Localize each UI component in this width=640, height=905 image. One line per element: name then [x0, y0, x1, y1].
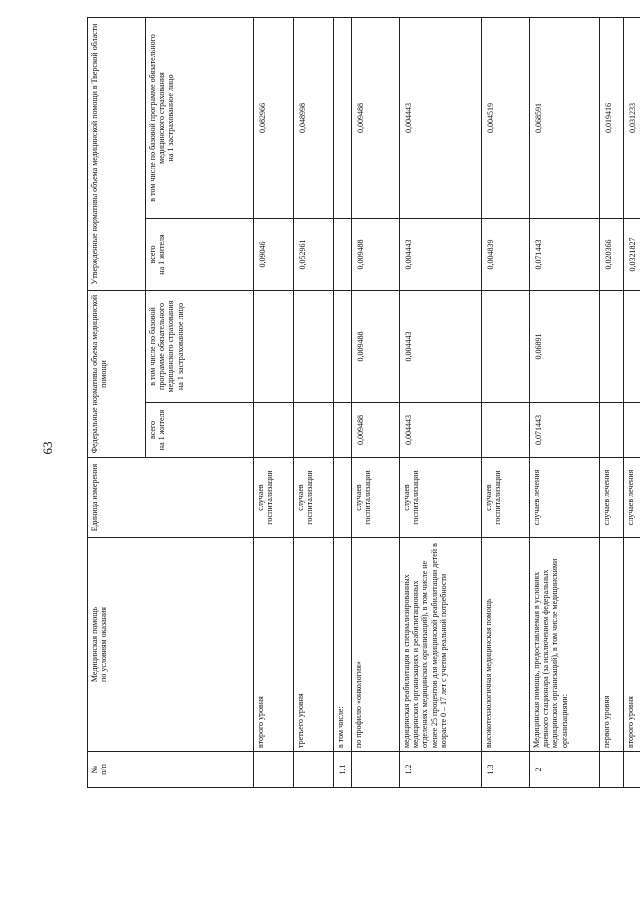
regional-per-resident: 0,09046 [254, 219, 294, 291]
table-row [624, 17, 640, 787]
header-federal: Федеральные нормативы объема медицинской помощи [88, 291, 146, 458]
regional-per-insured [334, 17, 352, 218]
regional-per-insured: 0,031233 [624, 17, 640, 218]
federal-per-insured [254, 291, 294, 403]
row-name: высокотехнологичная медицинская помощь [482, 538, 530, 752]
regional-per-resident: 0,0321827 [624, 219, 640, 291]
header-regional: Утвержденные нормативы объема медицинской помощи в Тверской области [88, 17, 146, 290]
row-name: третьего уровня [294, 538, 334, 752]
row-num: 1.1 [334, 752, 352, 788]
header-federal-per-resident: всего на 1 жителя [146, 403, 254, 458]
federal-per-resident [482, 403, 530, 458]
table-row [600, 17, 624, 787]
regional-per-insured: 0,082966 [254, 17, 294, 218]
table-row [530, 17, 600, 787]
row-unit: случаев лечения [600, 458, 624, 538]
row-num [600, 752, 624, 788]
federal-per-insured [294, 291, 334, 403]
row-num: 1.2 [400, 752, 482, 788]
row-num [624, 752, 640, 788]
table-row [482, 17, 530, 787]
federal-per-insured [334, 291, 352, 403]
header-regional-per-resident: всего на 1 жителя [146, 219, 254, 291]
regional-per-insured: 0,009488 [352, 17, 400, 218]
row-unit [334, 458, 352, 538]
federal-per-resident: 0,009488 [352, 403, 400, 458]
federal-per-insured: 0,009488 [352, 291, 400, 403]
federal-per-insured [600, 291, 624, 403]
norms-table [87, 17, 640, 788]
regional-per-insured: 0,068591 [530, 17, 600, 218]
federal-per-insured [482, 291, 530, 403]
row-unit: случаев лечения [624, 458, 640, 538]
row-unit: случаев госпитализации [482, 458, 530, 538]
table-row [400, 17, 482, 787]
header-unit: Единица измерения [88, 458, 254, 538]
federal-per-insured [624, 291, 640, 403]
row-unit: случаев госпитализации [352, 458, 400, 538]
row-num: 1.3 [482, 752, 530, 788]
table-row [294, 17, 334, 787]
federal-per-resident [294, 403, 334, 458]
federal-per-resident [600, 403, 624, 458]
regional-per-insured: 0,048998 [294, 17, 334, 218]
row-name: второго уровня [254, 538, 294, 752]
row-unit: случаев госпитализации [400, 458, 482, 538]
regional-per-resident [334, 219, 352, 291]
regional-per-insured: 0,019416 [600, 17, 624, 218]
row-num [294, 752, 334, 788]
row-name: первого уровня [600, 538, 624, 752]
federal-per-resident [624, 403, 640, 458]
table-row [254, 17, 294, 787]
row-num [254, 752, 294, 788]
federal-per-insured: 0,004443 [400, 291, 482, 403]
regional-per-resident: 0,020366 [600, 219, 624, 291]
row-unit: случаев госпитализации [294, 458, 334, 538]
header-federal-per-insured: в том числе по базовой программе обязательного медицинского страхования на 1 застрахованное лицо [146, 291, 254, 403]
federal-per-resident [334, 403, 352, 458]
header-name: Медицинская помощь по условиям оказания [88, 538, 254, 752]
regional-per-resident: 0,052961 [294, 219, 334, 291]
regional-per-resident: 0,004839 [482, 219, 530, 291]
regional-per-insured: 0,004519 [482, 17, 530, 218]
regional-per-insured: 0,004443 [400, 17, 482, 218]
federal-per-resident: 0,004443 [400, 403, 482, 458]
row-name: второго уровня [624, 538, 640, 752]
rotated-table-frame [87, 18, 637, 788]
federal-per-resident: 0,071443 [530, 403, 600, 458]
regional-per-resident: 0,009488 [352, 219, 400, 291]
regional-per-resident: 0,071443 [530, 219, 600, 291]
row-num: 2 [530, 752, 600, 788]
row-name: в том числе: [334, 538, 352, 752]
header-row-1 [88, 17, 146, 787]
federal-per-insured: 0,06891 [530, 291, 600, 403]
table-wrapper [87, 18, 637, 788]
row-num [352, 752, 400, 788]
page-number: 63 [40, 441, 55, 455]
row-name: медицинская реабилитация в специализированных медицинских организациях и реабилитационных отделениях медицинских организаций), в том числе не менее 25 процентов для медицинской реабилитации детей в возрасте 0 – 17 лет с учетом реальной потребности [400, 538, 482, 752]
federal-per-resident [254, 403, 294, 458]
row-name: по профилю «онкология» [352, 538, 400, 752]
header-num: № п/п [88, 752, 254, 788]
row-unit: случаев лечения [530, 458, 600, 538]
regional-per-resident: 0,004443 [400, 219, 482, 291]
row-unit: случаев госпитализации [254, 458, 294, 538]
table-row [352, 17, 400, 787]
header-regional-per-insured: в том числе по базовой программе обязательного медицинского страхования на 1 застрахованное лицо [146, 17, 254, 218]
table-row [334, 17, 352, 787]
row-name: Медицинская помощь, предоставляемая в условиях дневного стационара (за исключением федеральных медицинских организаций), в том числе медицинскими организациями: [530, 538, 600, 752]
